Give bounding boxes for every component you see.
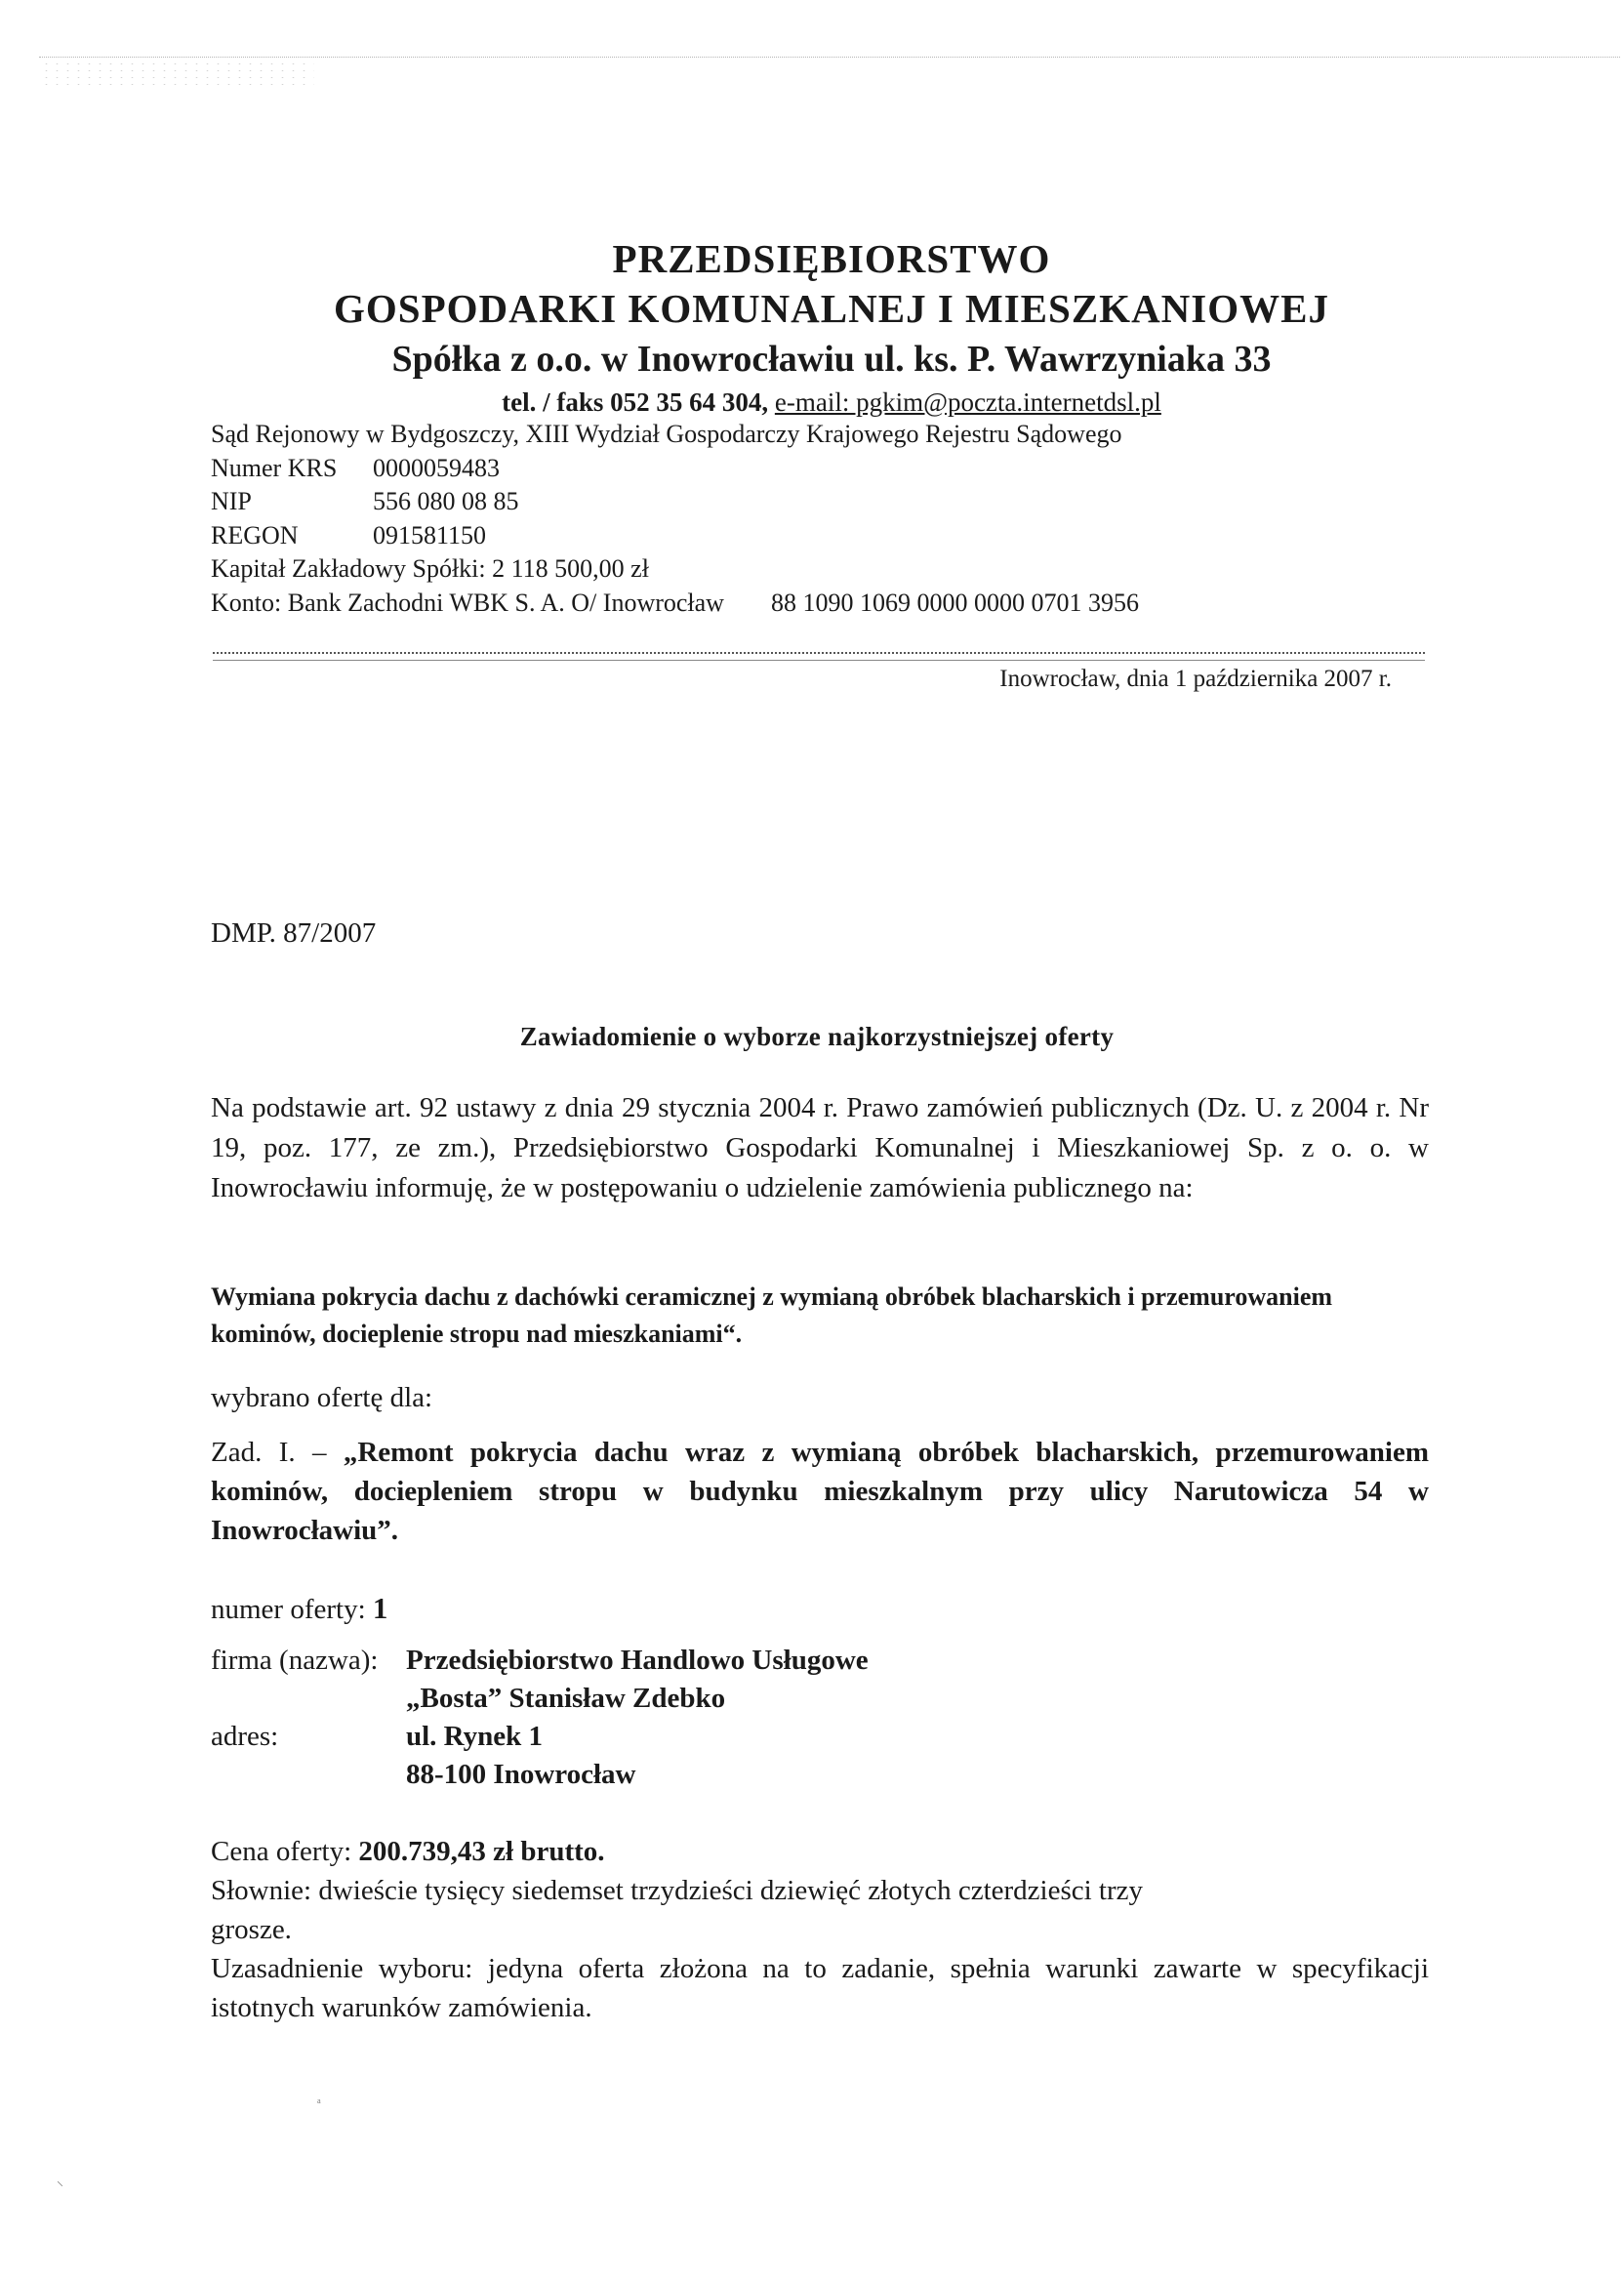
court-text: Sąd Rejonowy w Bydgoszczy, XIII Wydział Gospodarczy Krajowego Rejestru Sądowego <box>211 420 1122 448</box>
phone-fax: tel. / faks 052 35 64 304, <box>502 387 769 417</box>
address-label: adres: <box>211 1721 279 1752</box>
selection-justification: Uzasadnienie wyboru: jedyna oferta złożona na to zadanie, spełnia warunki zawarte w specyfikacji istotnych warunków zamówienia. <box>211 1953 1429 2023</box>
place-and-date: Inowrocław, dnia 1 października 2007 r. <box>999 666 1392 692</box>
letterhead-separator <box>213 652 1425 661</box>
nip-row <box>211 485 1139 519</box>
krs-value: 0000059483 <box>373 453 500 482</box>
regon-label: REGON <box>211 520 299 549</box>
company-contact <box>39 385 1624 420</box>
price-section <box>211 1832 1429 2027</box>
regon-value: 091581150 <box>373 520 487 549</box>
krs-label: Numer KRS <box>211 453 338 482</box>
nip-label: NIP <box>211 487 252 515</box>
company-row <box>211 1642 869 1680</box>
capital-text: Kapitał Zakładowy Spółki: 2 118 500,00 zł <box>211 554 649 583</box>
company-name-line1: PRZEDSIĘBIORSTWO <box>612 236 1051 281</box>
address-city: 88-100 Inowrocław <box>406 1759 636 1790</box>
capital-row <box>211 552 1139 587</box>
document-title-text: Zawiadomienie o wyborze najkorzystniejszej oferty <box>519 1022 1115 1051</box>
task-description <box>211 1433 1429 1550</box>
scan-mark: ⸜ <box>57 2175 63 2189</box>
price-label: Cena oferty: <box>211 1836 352 1867</box>
chosen-offer-label: wybrano ofertę dla: <box>211 1382 433 1413</box>
bank-account-number: 88 1090 1069 0000 0000 0701 3956 <box>770 588 1139 617</box>
company-name-line2: GOSPODARKI KOMUNALNEJ I MIESZKANIOWEJ <box>334 286 1329 331</box>
regon-row <box>211 519 1139 553</box>
letterhead <box>0 234 1624 420</box>
scan-artifact-line <box>39 57 1620 59</box>
scan-artifact-speckle <box>41 61 314 90</box>
company-row-2 <box>211 1680 869 1718</box>
address-row <box>211 1718 869 1756</box>
price-in-words: Słownie: dwieście tysięcy siedemset trzydzieści dziewięć złotych czterdzieści trzy <box>211 1875 1144 1906</box>
spacer <box>211 1680 406 1718</box>
task-text: „Remont pokrycia dachu wraz z wymianą obróbek blacharskich, przemurowaniem kominów, dociepleniem stropu w budynku mieszkalnym przy ulicy Narutowicza 54 w Inowrocławiu”. <box>211 1437 1429 1546</box>
offer-number <box>211 1591 387 1626</box>
document-title <box>0 1022 1624 1052</box>
task-prefix: Zad. I. – <box>211 1437 344 1468</box>
company-label: firma (nazwa): <box>211 1645 379 1676</box>
company-name-2: „Bosta” Stanisław Zdebko <box>406 1683 726 1714</box>
reference-number: DMP. 87/2007 <box>211 917 377 949</box>
bank-name: Konto: Bank Zachodni WBK S. A. O/ Inowrocław <box>211 588 724 617</box>
spacer <box>211 1756 406 1794</box>
offer-number-value: 1 <box>372 1591 388 1625</box>
company-name: Przedsiębiorstwo Handlowo Usługowe <box>406 1645 869 1676</box>
company-address: Spółka z o.o. w Inowrocławiu ul. ks. P. Wawrzyniaka 33 <box>391 339 1272 380</box>
procurement-subject: Wymiana pokrycia dachu z dachówki ceramicznej z wymianą obróbek blacharskich i przemurowaniem kominów, docieplenie stropu nad mieszkaniami“. <box>211 1282 1333 1348</box>
registration-details <box>211 418 1139 620</box>
legal-basis-paragraph: Na podstawie art. 92 ustawy z dnia 29 stycznia 2004 r. Prawo zamówień publicznych (Dz. U. z 2004 r. Nr 19, poz. 177, ze zm.), Przedsiębiorstwo Gospodarki Komunalnej i Mieszkaniowej Sp. z o. o. w Inowrocławiu informuję, że w postępowaniu o udzielenie zamówienia publicznego na: <box>211 1092 1429 1203</box>
krs-row <box>211 452 1139 486</box>
scan-mark: ᵃ <box>317 2096 321 2111</box>
price-in-words-2: grosze. <box>211 1914 292 1945</box>
address-street: ul. Rynek 1 <box>406 1721 543 1752</box>
nip-value: 556 080 08 85 <box>373 487 519 515</box>
court-registry <box>211 418 1139 452</box>
price-value: 200.739,43 zł brutto. <box>358 1836 605 1867</box>
email-link[interactable]: e-mail: pgkim@poczta.internetdsl.pl <box>774 387 1161 417</box>
offer-number-label: numer oferty: <box>211 1594 366 1625</box>
address-row-2 <box>211 1756 869 1794</box>
bank-row <box>211 587 1139 621</box>
offer-details <box>211 1642 869 1794</box>
price-row <box>211 1832 1429 1871</box>
